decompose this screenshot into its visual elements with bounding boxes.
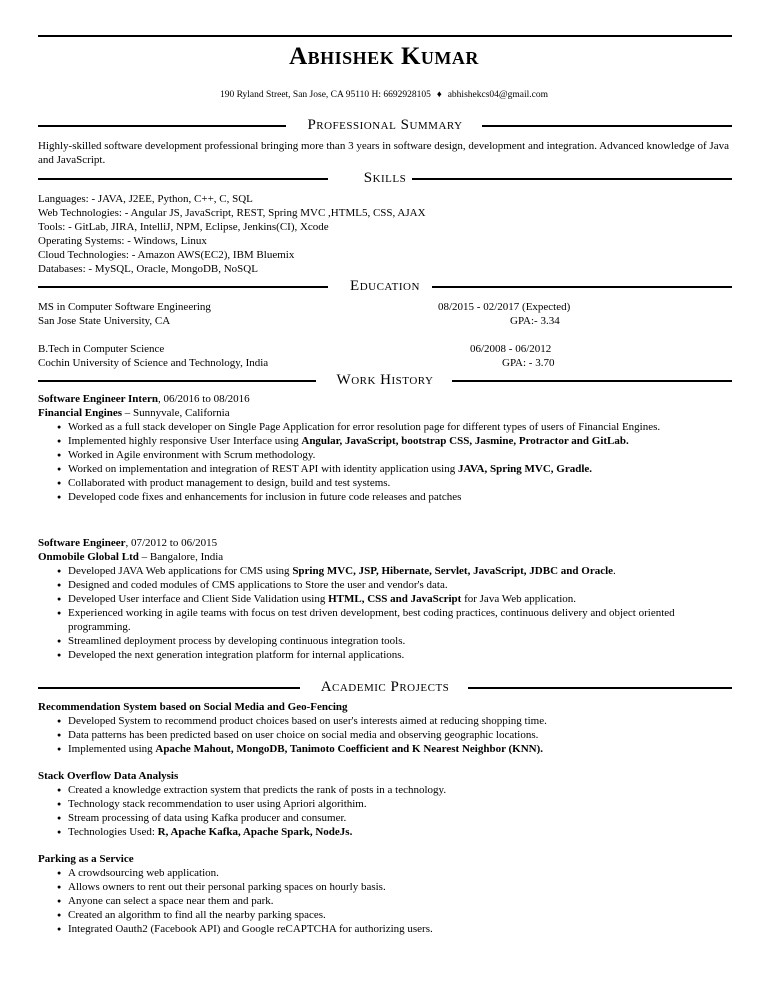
bullet-text: Experienced working in agile teams with focus on test driven development, best coding practices, continuous delivery and object oriented programming. — [68, 607, 675, 633]
section-title: Work History — [336, 372, 434, 388]
list-item — [38, 420, 732, 434]
education-school: Cochin University of Science and Technology, India — [38, 357, 269, 369]
job-dates: , 07/2012 to 06/2015 — [125, 537, 218, 549]
job-role: Software Engineer Intern — [38, 393, 158, 405]
education-entry-row — [38, 356, 732, 370]
bullet-text: for Java Web application. — [461, 593, 577, 605]
skill-line: Tools: - GitLab, JIRA, IntelliJ, NPM, Eclipse, Jenkins(CI), Xcode — [38, 221, 329, 233]
list-item — [38, 434, 732, 448]
job-bullets — [38, 564, 732, 662]
education-entry-row — [38, 300, 732, 314]
bullet-text: Integrated Oauth2 (Facebook API) and Google reCAPTCHA for authorizing users. — [68, 923, 433, 935]
list-item — [38, 825, 732, 839]
job-company-line — [38, 406, 732, 420]
contact-email: abhishekcs04@gmail.com — [447, 90, 549, 100]
list-item — [38, 922, 732, 936]
skills-heading — [38, 169, 732, 187]
skills-list — [38, 192, 732, 276]
contact-address: 190 Ryland Street, San Jose, CA 95110 H: 6692928105 — [219, 90, 431, 100]
list-item — [38, 606, 732, 634]
bullet-bold: JAVA, Spring MVC, Gradle. — [457, 463, 593, 475]
bullet-text: Collaborated with product management to design, build and test systems. — [68, 477, 391, 489]
heading-rule-right — [432, 286, 732, 288]
project-bullets — [38, 714, 732, 756]
project-name: Parking as a Service — [38, 853, 134, 865]
education-block — [38, 300, 732, 370]
bullet-text: Designed and coded modules of CMS applications to Store the user and vendor's data. — [68, 579, 448, 591]
education-dates: 08/2015 - 02/2017 (Expected) — [438, 301, 571, 313]
bullet-text: Developed User interface and Client Side Validation using — [68, 593, 329, 605]
spacer — [38, 328, 732, 342]
list-item — [38, 728, 732, 742]
bullet-text: Technology stack recommendation to user using Apriori algorithim. — [68, 798, 367, 810]
education-degree: MS in Computer Software Engineering — [38, 301, 211, 313]
bullet-bold: R, Apache Kafka, Apache Spark, NodeJs. — [157, 826, 353, 838]
project-entry — [38, 769, 732, 839]
bullet-text: Developed code fixes and enhancements for inclusion in future code releases and patches — [68, 491, 462, 503]
skill-line: Operating Systems: - Windows, Linux — [38, 235, 207, 247]
bullet-text: Worked as a full stack developer on Single Page Application for error resolution page for different types of users of Financial Engines. — [68, 421, 661, 433]
list-item — [38, 634, 732, 648]
list-item — [38, 783, 732, 797]
bullet-text: Streamlined deployment process by developing continuous integration tools. — [68, 635, 406, 647]
summary-text-block — [38, 139, 732, 167]
heading-rule-right — [468, 687, 732, 689]
bullet-text: Implemented highly responsive User Interface using — [68, 435, 302, 447]
bullet-text: Stream processing of data using Kafka producer and consumer. — [68, 812, 347, 824]
section-title: Academic Projects — [320, 679, 450, 695]
heading-rule-right — [412, 178, 732, 180]
contact-line — [0, 89, 768, 101]
bullet-text: . — [613, 565, 616, 577]
bullet-text: Developed the next generation integration platform for internal applications. — [68, 649, 405, 661]
bullet-bold: Angular, JavaScript, bootstrap CSS, Jasmine, Protractor and GitLab. — [301, 435, 629, 447]
bullet-text: Worked in Agile environment with Scrum methodology. — [68, 449, 316, 461]
education-gpa: GPA:- 3.34 — [510, 315, 560, 327]
projects-heading — [38, 678, 732, 696]
education-dates: 06/2008 - 06/2012 — [470, 343, 552, 355]
job-title-line — [38, 392, 732, 406]
job-entry — [38, 392, 732, 504]
heading-rule-right — [482, 125, 732, 127]
top-rule — [38, 35, 732, 37]
heading-rule-right — [452, 380, 732, 382]
section-title: Education — [350, 278, 420, 294]
bullet-text: Created an algorithm to find all the nearby parking spaces. — [68, 909, 326, 921]
education-heading — [38, 277, 732, 295]
section-title: Skills — [363, 170, 407, 186]
list-item — [38, 490, 732, 504]
education-entry-row — [38, 314, 732, 328]
bullet-text: Allows owners to rent out their personal parking spaces on hourly basis. — [68, 881, 386, 893]
job-company: Financial Engines — [38, 407, 123, 419]
project-entry — [38, 852, 732, 936]
bullet-text: Created a knowledge extraction system that predicts the rank of posts in a technology. — [68, 784, 447, 796]
list-item — [38, 742, 732, 756]
section-title: Professional Summary — [307, 117, 463, 133]
project-bullets — [38, 783, 732, 839]
project-bullets — [38, 866, 732, 936]
job-bullets — [38, 420, 732, 504]
bullet-text: Implemented using — [68, 743, 156, 755]
job-entry — [38, 536, 732, 662]
project-entry — [38, 700, 732, 756]
project-title-line — [38, 852, 732, 866]
bullet-text: Anyone can select a space near them and park. — [68, 895, 274, 907]
job-location: – Bangalore, India — [138, 551, 224, 563]
skill-line: Databases: - MySQL, Oracle, MongoDB, NoSQL — [38, 263, 258, 275]
work-heading — [38, 371, 732, 389]
bullet-text: Technologies Used: — [68, 826, 158, 838]
list-item — [38, 797, 732, 811]
job-company: Onmobile Global Ltd — [38, 551, 139, 563]
list-item — [38, 648, 732, 662]
list-item — [38, 592, 732, 606]
bullet-text: Developed JAVA Web applications for CMS using — [68, 565, 293, 577]
list-item — [38, 564, 732, 578]
project-title-line — [38, 769, 732, 783]
list-item — [38, 908, 732, 922]
education-degree: B.Tech in Computer Science — [38, 343, 165, 355]
list-item — [38, 578, 732, 592]
education-gpa: GPA: - 3.70 — [502, 357, 555, 369]
education-entry-row — [38, 342, 732, 356]
bullet-bold: Spring MVC, JSP, Hibernate, Servlet, JavaScript, JDBC and Oracle — [292, 565, 614, 577]
bullet-text: Developed System to recommend product choices based on user's interests aimed at reducing shopping time. — [68, 715, 547, 727]
bullet-text: Data patterns has been predicted based on user choice on social media and observing geographic locations. — [68, 729, 539, 741]
bullet-bold: HTML, CSS and JavaScript — [328, 593, 462, 605]
job-role: Software Engineer — [38, 537, 126, 549]
bullet-bold: Apache Mahout, MongoDB, Tanimoto Coefficient and K Nearest Neighbor (KNN). — [155, 743, 544, 755]
list-item — [38, 714, 732, 728]
job-location: – Sunnyvale, California — [122, 407, 230, 419]
bullet-text: Worked on implementation and integration of REST API with identity application using — [68, 463, 458, 475]
list-item — [38, 476, 732, 490]
project-name: Stack Overflow Data Analysis — [38, 770, 179, 782]
list-item — [38, 811, 732, 825]
summary-text: Highly-skilled software development professional bringing more than 3 years in software design, development and integration. Advanced knowledge of Java and JavaScript. — [38, 140, 729, 166]
candidate-name: Abhishek Kumar — [289, 43, 479, 70]
job-company-line — [38, 550, 732, 564]
summary-heading — [38, 116, 732, 134]
skill-line: Cloud Technologies: - Amazon AWS(EC2), IBM Bluemix — [38, 249, 295, 261]
education-school: San Jose State University, CA — [38, 315, 171, 327]
project-name: Recommendation System based on Social Media and Geo-Fencing — [38, 701, 348, 713]
list-item — [38, 894, 732, 908]
list-item — [38, 462, 732, 476]
job-dates: , 06/2016 to 08/2016 — [157, 393, 250, 405]
bullet-text: A crowdsourcing web application. — [68, 867, 219, 879]
list-item — [38, 880, 732, 894]
diamond-separator-icon: ♦ — [436, 90, 442, 100]
job-title-line — [38, 536, 732, 550]
list-item — [38, 866, 732, 880]
list-item — [38, 448, 732, 462]
skill-line: Languages: - JAVA, J2EE, Python, C++, C, SQL — [38, 193, 253, 205]
skill-line: Web Technologies: - Angular JS, JavaScript, REST, Spring MVC ,HTML5, CSS, AJAX — [38, 207, 426, 219]
project-title-line — [38, 700, 732, 714]
